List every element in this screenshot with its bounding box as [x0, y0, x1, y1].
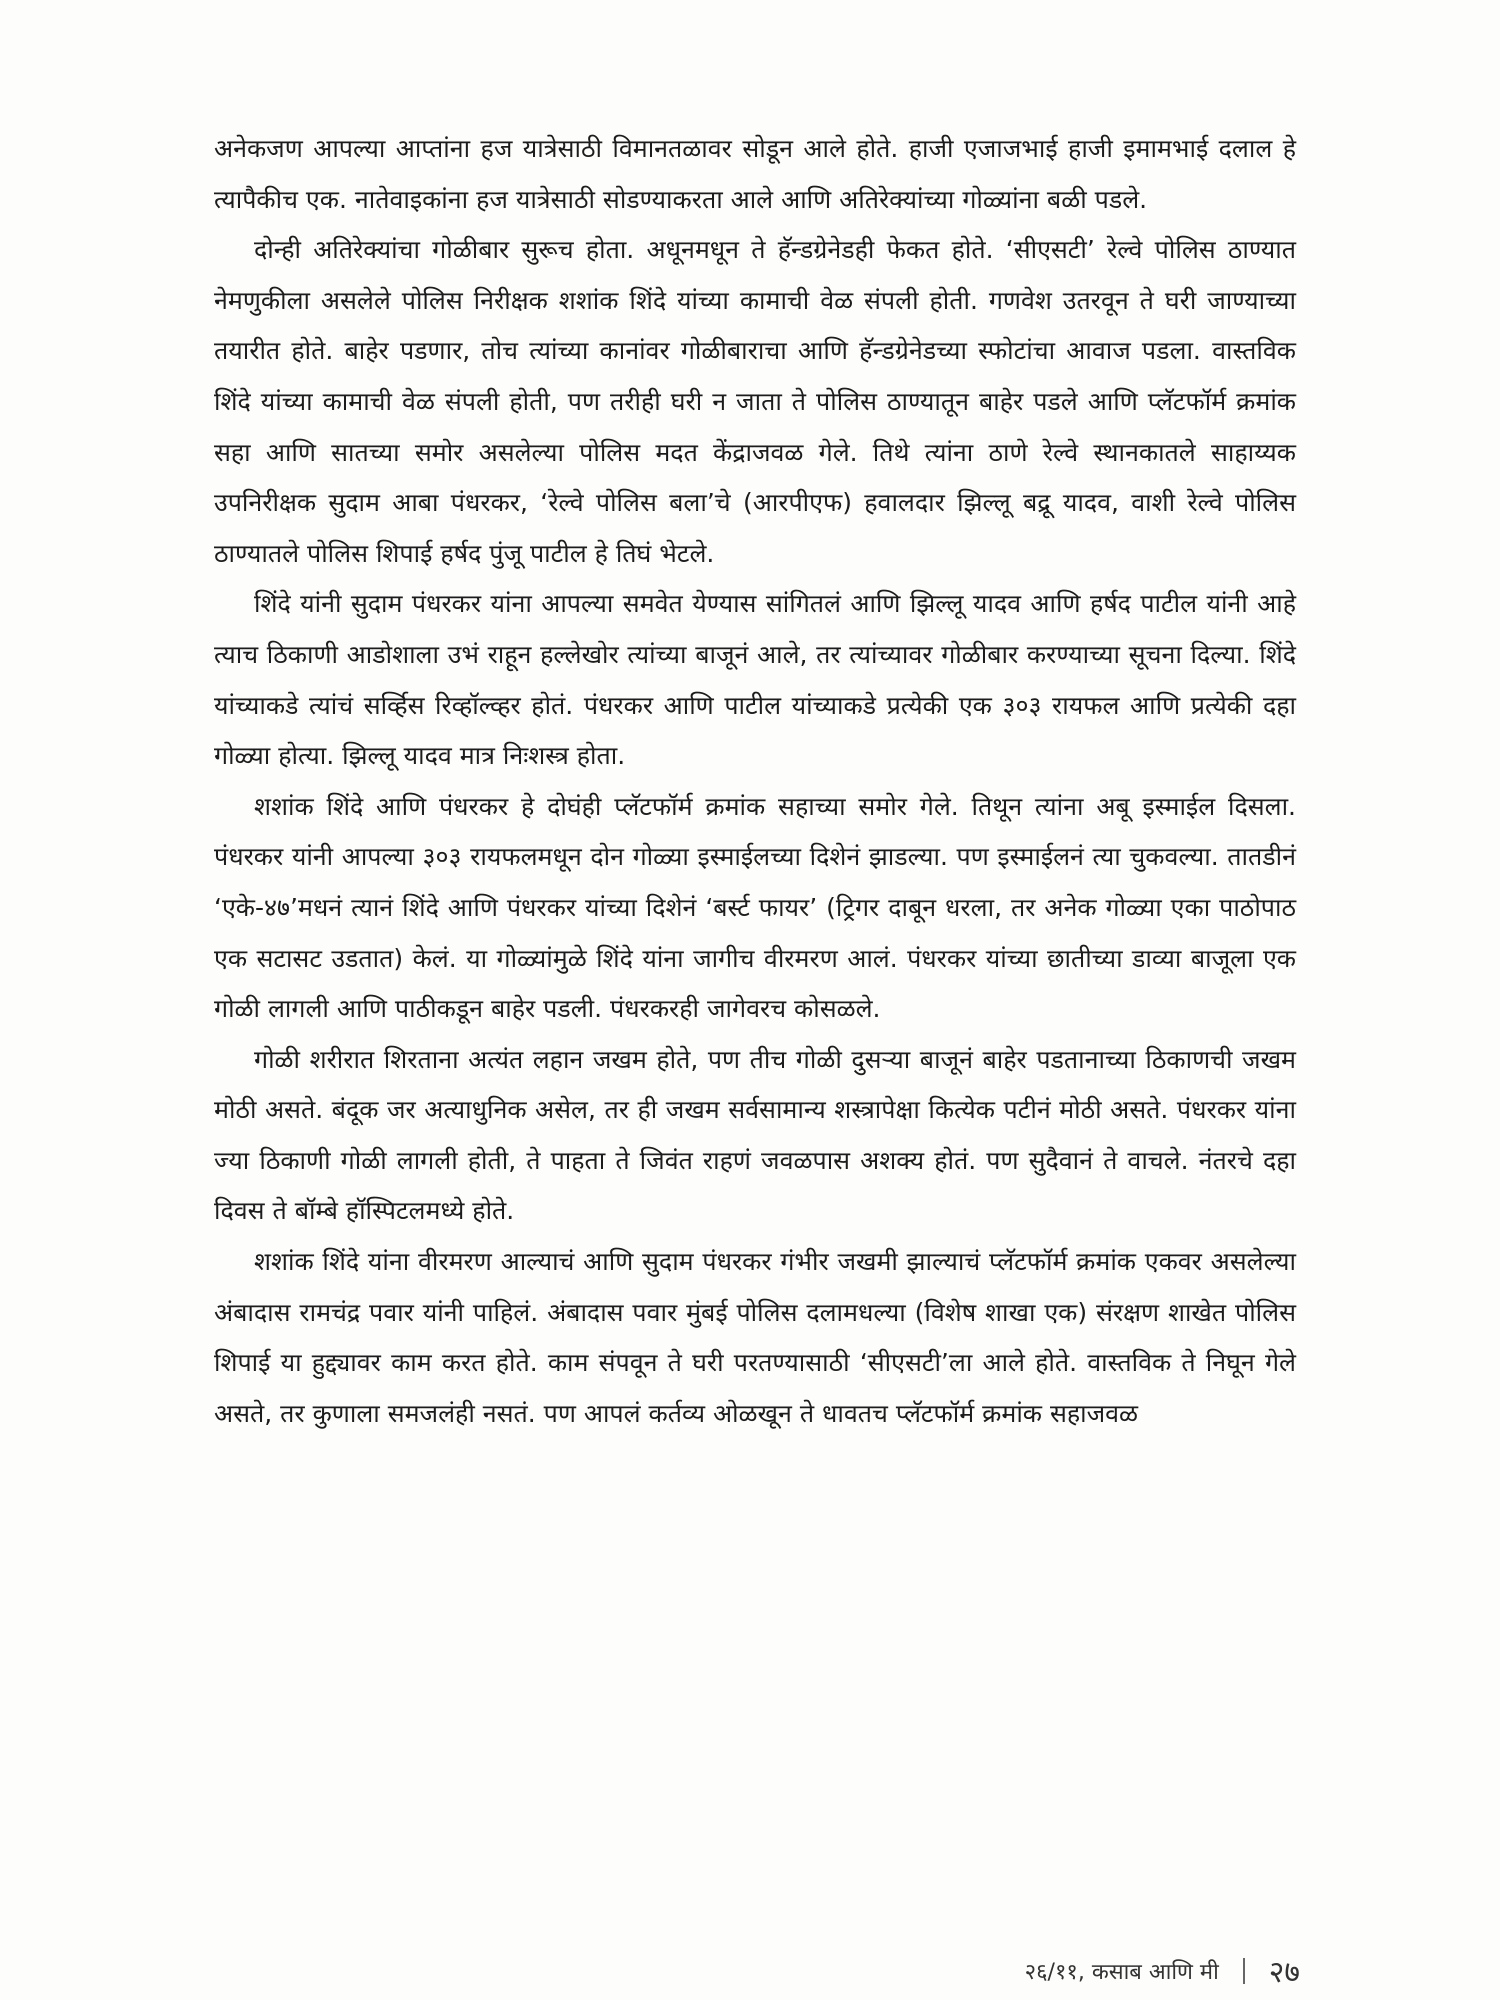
- paragraph-1: अनेकजण आपल्या आप्तांना हज यात्रेसाठी विमानतळावर सोडून आले होते. हाजी एजाजभाई हाजी इमामभाई दलाल हे त्यापैकीच एक. नातेवाइकांना हज यात्रेसाठी सोडण्याकरता आले आणि अतिरेक्यांच्या गोळ्यांना बळी पडले.: [214, 134, 1296, 214]
- paragraph-4: शशांक शिंदे आणि पंधरकर हे दोघंही प्लॅटफॉर्म क्रमांक सहाच्या समोर गेले. तिथून त्यांना अबू इस्माईल दिसला. पंधरकर यांनी आपल्या ३०३ रायफलमधून दोन गोळ्या इस्माईलच्या दिशेनं झाडल्या. पण इस्माईलनं त्या चुकवल्या. तातडीनं ‘एके-४७’मधनं त्यानं शिंदे आणि पंधरकर यांच्या दिशेनं ‘बर्स्ट फायर’ (ट्रिगर दाबून धरला, तर अनेक गोळ्या एका पाठोपाठ एक सटासट उडतात) केलं. या गोळ्यांमुळे शिंदे यांना जागीच वीरमरण आलं. पंधरकर यांच्या छातीच्या डाव्या बाजूला एक गोळी लागली आणि पाठीकडून बाहेर पडली. पंधरकरही जागेवरच कोसळले.: [214, 791, 1296, 1024]
- footer-divider: [1243, 1958, 1245, 1984]
- paragraph-2: दोन्ही अतिरेक्यांचा गोळीबार सुरूच होता. अधूनमधून ते हॅन्डग्रेनेडही फेकत होते. ‘सीएसटी’ रेल्वे पोलिस ठाण्यात नेमणुकीला असलेले पोलिस निरीक्षक शशांक शिंदे यांच्या कामाची वेळ संपली होती. गणवेश उतरवून ते घरी जाण्याच्या तयारीत होते. बाहेर पडणार, तोच त्यांच्या कानांवर गोळीबाराचा आणि हॅन्डग्रेनेडच्या स्फोटांचा आवाज पडला. वास्तविक शिंदे यांच्या कामाची वेळ संपली होती, पण तरीही घरी न जाता ते पोलिस ठाण्यातून बाहेर पडले आणि प्लॅटफॉर्म क्रमांक सहा आणि सातच्या समोर असलेल्या पोलिस मदत केंद्राजवळ गेले. तिथे त्यांना ठाणे रेल्वे स्थानकातले साहाय्यक उपनिरीक्षक सुदाम आबा पंधरकर, ‘रेल्वे पोलिस बला’चे (आरपीएफ) हवालदार झिल्लू बद्रू यादव, वाशी रेल्वे पोलिस ठाण्यातले पोलिस शिपाई हर्षद पुंजू पाटील हे तिघं भेटले.: [214, 235, 1296, 568]
- footer-book-title: २६/११, कसाब आणि मी: [1024, 1959, 1219, 1985]
- page-footer: [1025, 1950, 1300, 1991]
- page-number: २७: [1268, 1955, 1300, 1990]
- paragraph-6: शशांक शिंदे यांना वीरमरण आल्याचं आणि सुदाम पंधरकर गंभीर जखमी झाल्याचं प्लॅटफॉर्म क्रमांक एकवर असलेल्या अंबादास रामचंद्र पवार यांनी पाहिलं. अंबादास पवार मुंबई पोलिस दलामधल्या (विशेष शाखा एक) संरक्षण शाखेत पोलिस शिपाई या हुद्द्यावर काम करत होते. काम संपवून ते घरी परतण्यासाठी ‘सीएसटी’ला आले होते. वास्तविक ते निघून गेले असते, तर कुणाला समजलंही नसतं. पण आपलं कर्तव्य ओळखून ते धावतच प्लॅटफॉर्म क्रमांक सहाजवळ: [214, 1247, 1296, 1428]
- paragraph-5: गोळी शरीरात शिरताना अत्यंत लहान जखम होते, पण तीच गोळी दुसऱ्या बाजूनं बाहेर पडतानाच्या ठिकाणची जखम मोठी असते. बंदूक जर अत्याधुनिक असेल, तर ही जखम सर्वसामान्य शस्त्रापेक्षा कित्येक पटीनं मोठी असते. पंधरकर यांना ज्या ठिकाणी गोळी लागली होती, ते पाहता ते जिवंत राहणं जवळपास अशक्य होतं. पण सुदैवानं ते वाचले. नंतरचे दहा दिवस ते बॉम्बे हॉस्पिटलमध्ये होते.: [214, 1044, 1296, 1226]
- paragraph-3: शिंदे यांनी सुदाम पंधरकर यांना आपल्या समवेत येण्यास सांगितलं आणि झिल्लू यादव आणि हर्षद पाटील यांनी आहे त्याच ठिकाणी आडोशाला उभं राहून हल्लेखोर त्यांच्या बाजूनं आले, तर त्यांच्यावर गोळीबार करण्याच्या सूचना दिल्या. शिंदे यांच्याकडे त्यांचं सर्व्हिस रिव्हॉल्व्हर होतं. पंधरकर आणि पाटील यांच्याकडे प्रत्येकी एक ३०३ रायफल आणि प्रत्येकी दहा गोळ्या होत्या. झिल्लू यादव मात्र निःशस्त्र होता.: [214, 589, 1296, 771]
- body-text: [214, 124, 1296, 1439]
